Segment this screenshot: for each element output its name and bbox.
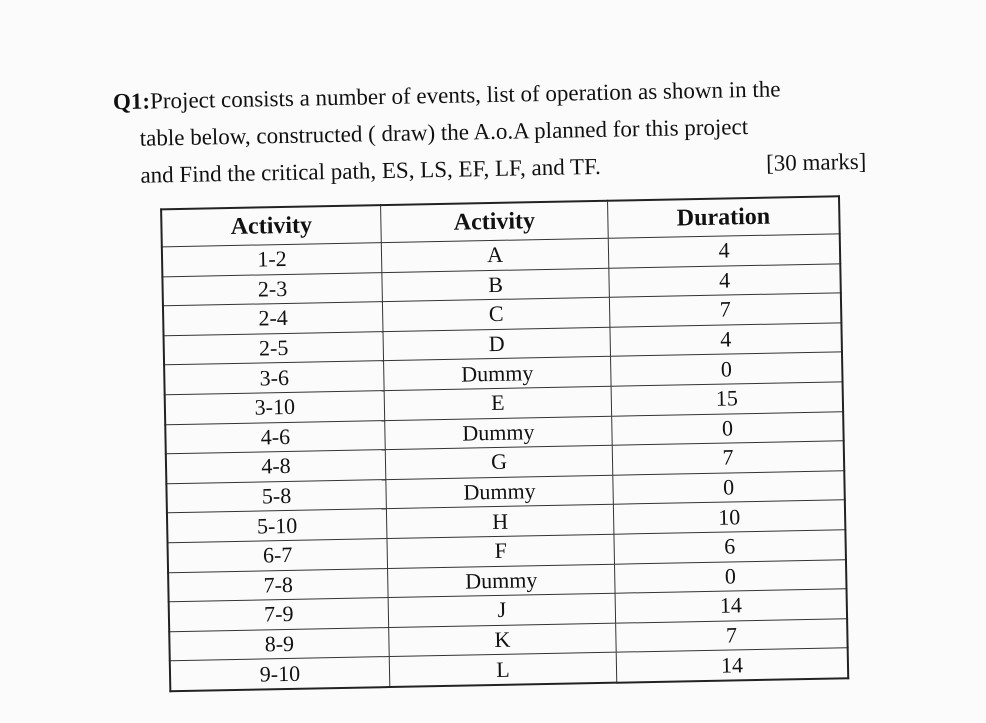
- cell-duration: 0: [613, 471, 845, 505]
- cell-events: 2-3: [162, 272, 382, 306]
- cell-events: 7-8: [168, 568, 388, 602]
- cell-duration: 4: [610, 323, 842, 357]
- header-activity-events: Activity: [161, 205, 381, 247]
- cell-duration: 14: [616, 648, 848, 683]
- cell-duration: 10: [613, 500, 845, 534]
- marks-label: [30 marks]: [765, 148, 867, 176]
- cell-duration: 4: [608, 234, 840, 268]
- cell-duration: 4: [609, 263, 841, 297]
- cell-duration: 7: [610, 293, 842, 327]
- cell-events: 3-10: [165, 391, 385, 425]
- question-label: Q1:: [112, 88, 151, 115]
- cell-duration: 7: [616, 618, 848, 652]
- cell-activity: E: [384, 386, 612, 420]
- cell-events: 5-8: [166, 479, 386, 513]
- cell-activity: Dummy: [386, 475, 614, 509]
- cell-duration: 14: [615, 589, 847, 623]
- cell-events: 6-7: [168, 539, 388, 573]
- question-line-2: table below, constructed ( draw) the A.o.A planned for this project: [139, 114, 749, 151]
- cell-activity: K: [389, 623, 617, 657]
- cell-activity: F: [387, 534, 615, 568]
- cell-activity: Dummy: [385, 416, 613, 450]
- question-line-1-text: Project consists a number of events, list of operation as shown in the: [149, 76, 781, 114]
- cell-activity: Dummy: [387, 564, 615, 598]
- table-body: [162, 234, 848, 691]
- cell-duration: 15: [611, 382, 843, 416]
- cell-activity: J: [388, 593, 616, 627]
- cell-events: 1-2: [162, 243, 382, 277]
- cell-activity: Dummy: [383, 357, 611, 391]
- cell-events: 2-4: [163, 302, 383, 336]
- question-text: [113, 69, 875, 195]
- cell-events: 4-6: [165, 420, 385, 454]
- cell-events: 9-10: [170, 657, 390, 691]
- header-activity-name: Activity: [380, 201, 608, 243]
- cell-events: 4-8: [166, 450, 386, 484]
- cell-activity: A: [381, 238, 609, 272]
- cell-events: 5-10: [167, 509, 387, 543]
- cell-activity: H: [386, 505, 614, 539]
- cell-activity: L: [389, 652, 617, 686]
- cell-events: 2-5: [164, 331, 384, 365]
- cell-duration: 0: [612, 411, 844, 445]
- cell-activity: C: [382, 297, 610, 331]
- cell-events: 3-6: [164, 361, 384, 395]
- question-line-3-text: and Find the critical path, ES, LS, EF, LF, and TF.: [140, 153, 602, 188]
- header-duration: Duration: [608, 196, 840, 238]
- cell-duration: 0: [611, 352, 843, 386]
- cell-events: 8-9: [169, 627, 389, 661]
- cell-duration: 7: [612, 441, 844, 475]
- cell-activity: D: [383, 327, 611, 361]
- cell-events: 7-9: [169, 598, 389, 632]
- cell-activity: G: [385, 445, 613, 479]
- cell-activity: B: [382, 268, 610, 302]
- cell-duration: 6: [614, 530, 846, 564]
- activity-table: [160, 195, 849, 692]
- cell-duration: 0: [615, 559, 847, 593]
